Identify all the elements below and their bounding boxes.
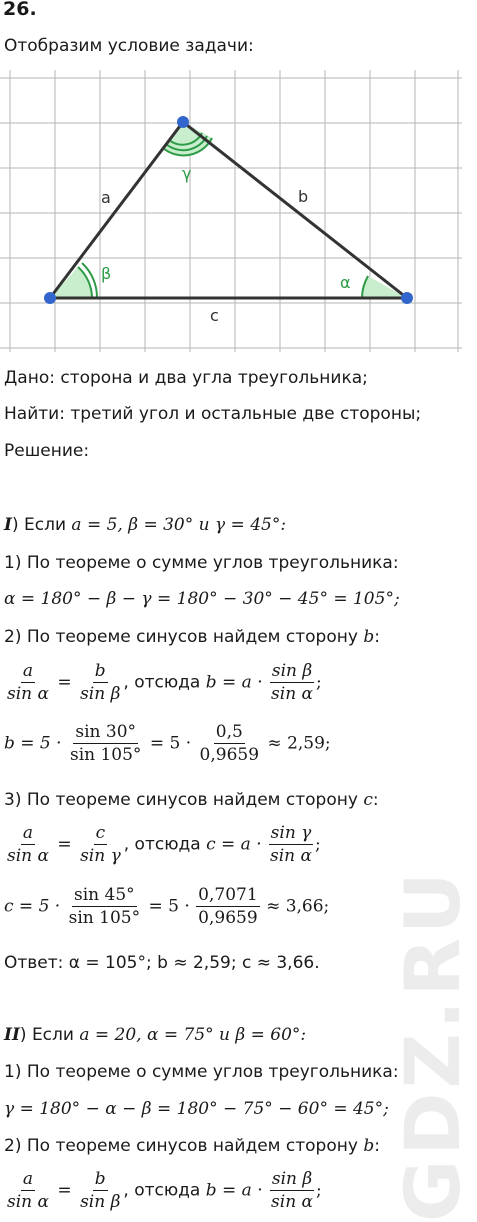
case2-law-of-sines: $\frac{a}{\text{sin α}}$ = $\frac{b}{\text{sin β}}$ , отсюда b = a · $\frac{\text{sin β}}{\text{sin α}}$ ;	[7, 1169, 322, 1212]
grid	[0, 70, 462, 352]
case2-step2: 2) По теореме синусов найдем сторону b:	[4, 1136, 380, 1156]
fraction: $\frac{b}{\text{sin β}}$	[80, 1169, 121, 1212]
fraction: $\frac{\sin 45^\circ}{\sin 105^\circ}$	[68, 885, 141, 928]
fraction: $\frac{b}{\text{sin β}}$	[80, 661, 121, 704]
case1-condition: I) Если a = 5, β = 30° и γ = 45°:	[4, 515, 287, 535]
label-angle-gamma: γ	[182, 164, 192, 183]
fraction: $\frac{a}{\text{sin α}}$	[7, 823, 49, 866]
vertex-b	[177, 116, 189, 128]
case1-c-calc: c = 5 · $\frac{\sin 45^\circ}{\sin 105^\circ}$ = 5 · $\frac{0,7071}{0,9659}$ ≈ 3,66;	[4, 885, 330, 928]
case1-roman: I	[4, 515, 12, 535]
label-angle-alpha: α	[340, 273, 351, 292]
case1-law-of-sines: $\frac{a}{\text{sin α}}$ = $\frac{b}{\text{sin β}}$ , отсюда b = a · $\frac{\text{sin β}}{\text{sin α}}$ ;	[7, 661, 322, 704]
case1-step3: 3) По теореме синусов найдем сторону c:	[4, 790, 379, 810]
case2-step1-formula: γ = 180° − α − β = 180° − 75° − 60° = 45°;	[4, 1099, 389, 1119]
case2-condition-math: a = 20, α = 75° и β = 60°:	[79, 1025, 307, 1045]
fraction: $\frac{\text{sin β}}{\text{sin α}}$	[271, 1169, 314, 1212]
case1-law-of-sines-c: $\frac{a}{\text{sin α}}$ = $\frac{c}{\text{sin γ}}$ , отсюда c = a · $\frac{\text{sin γ}}{\text{sin α}}$ ;	[7, 823, 321, 866]
case1-answer: Ответ: α = 105°; b ≈ 2,59; c ≈ 3,66.	[4, 953, 320, 973]
case1-step1-formula: α = 180° − β − γ = 180° − 30° − 45° = 105°;	[4, 589, 400, 609]
label-angle-beta: β	[101, 264, 112, 283]
triangle-figure	[0, 62, 462, 362]
case2-step1: 1) По теореме о сумме углов треугольника:	[4, 1062, 399, 1082]
fraction: $\frac{a}{\text{sin α}}$	[7, 661, 49, 704]
label-side-c: c	[210, 306, 219, 325]
find-text: Найти: третий угол и остальные две стороны;	[4, 404, 422, 424]
given-text: Дано: сторона и два угла треугольника;	[4, 368, 368, 388]
label-side-a: a	[101, 188, 111, 207]
case1-condition-math: a = 5, β = 30° и γ = 45°:	[71, 515, 287, 535]
case1-step1: 1) По теореме о сумме углов треугольника:	[4, 553, 399, 573]
problem-number: 26.	[3, 0, 37, 20]
vertex-c	[401, 292, 413, 304]
fraction: $\frac{0,5}{0,9659}$	[199, 722, 260, 765]
fraction: $\frac{0,7071}{0,9659}$	[198, 885, 258, 928]
solution-label: Решение:	[4, 441, 90, 461]
case1-b-calc: b = 5 · $\frac{\sin 30^\circ}{\sin 105^\circ}$ = 5 · $\frac{0,5}{0,9659}$ ≈ 2,59;	[4, 722, 331, 765]
vertex-a	[44, 292, 56, 304]
case1-step2: 2) По теореме синусов найдем сторону b:	[4, 627, 380, 647]
case2-roman: II	[4, 1025, 20, 1045]
fraction: $\frac{c}{\text{sin γ}}$	[80, 823, 121, 866]
label-side-b: b	[298, 187, 309, 206]
fraction: $\frac{\text{sin β}}{\text{sin α}}$	[271, 661, 314, 704]
watermark: GDZ.RU	[388, 868, 477, 1222]
fraction: $\frac{\sin 30^\circ}{\sin 105^\circ}$	[69, 722, 142, 765]
fraction: $\frac{a}{\text{sin α}}$	[7, 1169, 49, 1212]
intro-text: Отобразим условие задачи:	[4, 36, 254, 56]
fraction: $\frac{\text{sin γ}}{\text{sin α}}$	[270, 823, 313, 866]
case2-condition: II) Если a = 20, α = 75° и β = 60°:	[4, 1025, 307, 1045]
